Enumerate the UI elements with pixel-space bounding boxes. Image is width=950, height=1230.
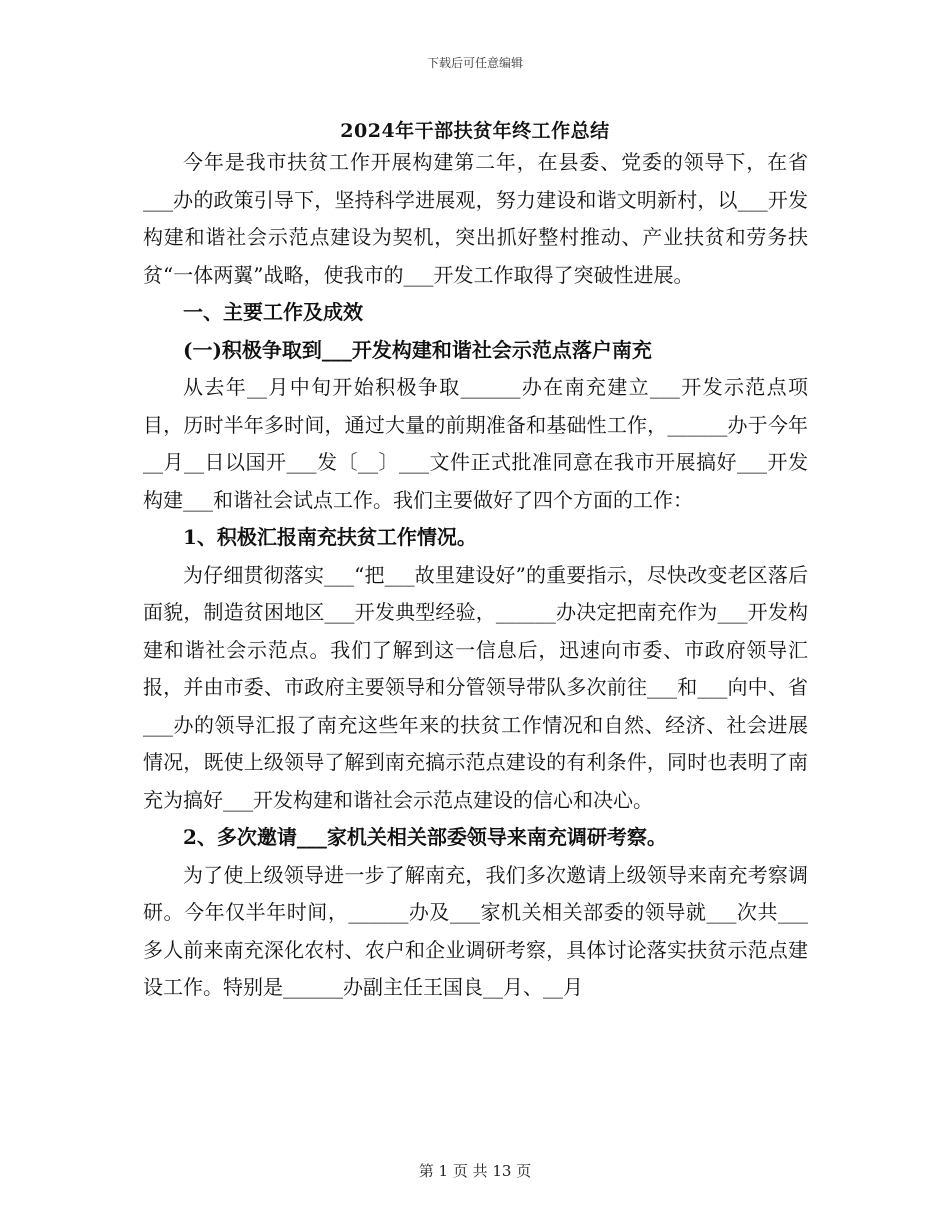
document-body xyxy=(143,144,808,1007)
header-note: 下载后可任意编辑 xyxy=(426,56,523,70)
section-heading-main-work: 一、主要工作及成效 xyxy=(183,300,363,324)
paragraph-intro: 今年是我市扶贫工作开展构建第二年，在县委、党委的领导下，在省___办的政策引导下，坚持科学进展观，努力建设和谐文明新村，以___开发构建和谐社会示范点建设为契机，突出抓好整村推动、产业扶贫和劳务扶贫“一体两翼”战略，使我市的___开发工作取得了突破性进展。 xyxy=(143,150,808,287)
item-heading-1: 1、积极汇报南充扶贫工作情况。 xyxy=(183,525,477,549)
paragraph-invite-leaders: 为了使上级领导进一步了解南充，我们多次邀请上级领导来南充考察调研。今年仅半年时间，______办及___家机关相关部委的领导就___次共___多人前来南充深化农村、农户和企业调研考察，具体讨论落实扶贫示范点建设工作。特别是______办副主任王国良__月、__月 xyxy=(143,862,808,999)
item-heading-2: 2、多次邀请___家机关相关部委领导来南充调研考察。 xyxy=(183,825,667,849)
page-number-footer: 第 1 页 共 13 页 xyxy=(418,1162,532,1180)
document-title: 2024年干部扶贫年终工作总结 xyxy=(340,120,610,142)
paragraph-report-work: 为仔细贯彻落实___“把___故里建设好”的重要指示，尽快改变老区落后面貌，制造贫困地区___开发典型经验，______办决定把南充作为___开发构建和谐社会示范点。我们了解到这一信息后，迅速向市委、市政府领导汇报，并由市委、市政府主要领导和分管领导带队多次前往___和___向中、省___办的领导汇报了南充这些年来的扶贫工作情况和自然、经济、社会进展情况，既使上级领导了解到南充搞示范点建设的有利条件，同时也表明了南充为搞好___开发构建和谐社会示范点建设的信心和决心。 xyxy=(143,562,808,812)
paragraph-demonstration-point: 从去年__月中旬开始积极争取______办在南充建立___开发示范点项目，历时半年多时间，通过大量的前期准备和基础性工作，______办于今年__月__日以国开___发〔__〕___文件正式批准同意在我市开展搞好___开发构建___和谐社会试点工作。我们主要做好了四个方面的工作： xyxy=(143,375,808,512)
subsection-heading-1: (一)积极争取到___开发构建和谐社会示范点落户南充 xyxy=(183,337,652,362)
